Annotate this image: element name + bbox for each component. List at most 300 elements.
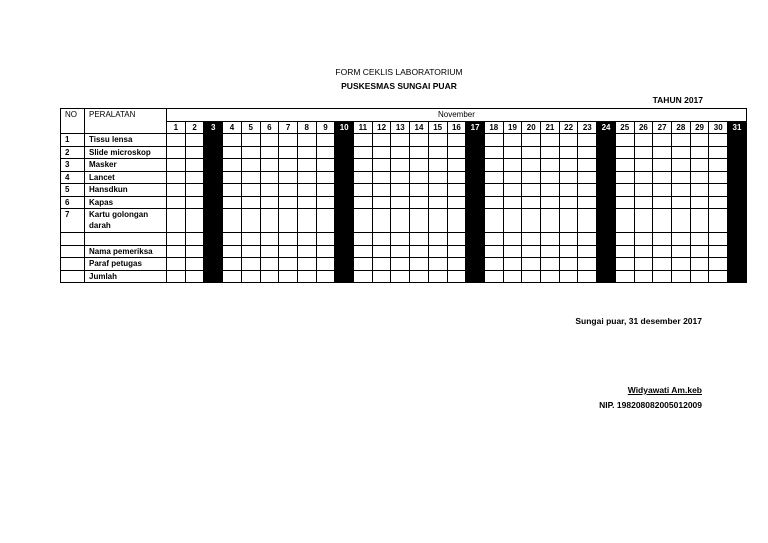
day-header-27: 27 [653, 121, 672, 134]
check-cell [354, 233, 373, 246]
row-item: Paraf petugas [85, 258, 167, 271]
day-header-24: 24 [597, 121, 616, 134]
check-cell [615, 245, 634, 258]
check-cell [522, 258, 541, 271]
check-cell [559, 245, 578, 258]
check-cell [503, 159, 522, 172]
check-cell [522, 184, 541, 197]
check-cell [634, 146, 653, 159]
check-cell [372, 245, 391, 258]
check-cell [410, 209, 429, 233]
check-cell [559, 159, 578, 172]
check-cell [279, 245, 298, 258]
check-cell [578, 134, 597, 147]
check-cell [728, 209, 747, 233]
check-cell [354, 258, 373, 271]
table-row [61, 146, 747, 159]
check-cell [410, 258, 429, 271]
check-cell [279, 159, 298, 172]
check-cell [223, 134, 242, 147]
table-row [61, 196, 747, 209]
place-date: Sungai puar, 31 desember 2017 [575, 316, 702, 326]
check-cell [372, 270, 391, 283]
check-cell [297, 171, 316, 184]
check-cell [634, 196, 653, 209]
check-cell [447, 184, 466, 197]
check-cell [671, 159, 690, 172]
check-cell [466, 209, 485, 233]
check-cell [167, 245, 186, 258]
check-cell [335, 159, 354, 172]
row-no [61, 258, 85, 271]
check-cell [204, 245, 223, 258]
check-cell [597, 184, 616, 197]
row-item: Kartu golongan darah [85, 209, 167, 233]
check-cell [578, 270, 597, 283]
row-no [61, 270, 85, 283]
form-year: TAHUN 2017 [652, 95, 703, 105]
check-cell [167, 233, 186, 246]
check-cell [428, 159, 447, 172]
check-cell [559, 258, 578, 271]
day-header-1: 1 [167, 121, 186, 134]
check-cell [204, 270, 223, 283]
check-cell [316, 270, 335, 283]
check-cell [391, 196, 410, 209]
check-cell [167, 270, 186, 283]
check-cell [709, 245, 728, 258]
check-cell [241, 209, 260, 233]
check-cell [335, 196, 354, 209]
check-cell [223, 233, 242, 246]
check-cell [597, 258, 616, 271]
check-cell [428, 270, 447, 283]
check-cell [241, 233, 260, 246]
check-cell [354, 146, 373, 159]
check-cell [204, 134, 223, 147]
check-cell [428, 258, 447, 271]
check-cell [466, 196, 485, 209]
check-cell [316, 159, 335, 172]
check-cell [653, 270, 672, 283]
check-cell [597, 171, 616, 184]
check-cell [260, 245, 279, 258]
check-cell [316, 209, 335, 233]
day-header-16: 16 [447, 121, 466, 134]
check-cell [671, 209, 690, 233]
check-cell [260, 233, 279, 246]
check-cell [541, 196, 560, 209]
check-cell [634, 209, 653, 233]
check-cell [597, 134, 616, 147]
check-cell [297, 270, 316, 283]
check-cell [634, 184, 653, 197]
check-cell [241, 159, 260, 172]
check-cell [372, 159, 391, 172]
row-no: 1 [61, 134, 85, 147]
check-cell [671, 171, 690, 184]
row-no: 3 [61, 159, 85, 172]
check-cell [578, 171, 597, 184]
check-cell [372, 209, 391, 233]
check-cell [709, 146, 728, 159]
check-cell [354, 245, 373, 258]
check-cell [503, 146, 522, 159]
table-row [61, 209, 747, 233]
day-header-12: 12 [372, 121, 391, 134]
check-cell [410, 159, 429, 172]
check-cell [690, 209, 709, 233]
table-row [61, 258, 747, 271]
check-cell [559, 270, 578, 283]
check-cell [297, 146, 316, 159]
check-cell [410, 184, 429, 197]
signatory-name: Widyawati Am.keb [627, 385, 702, 395]
check-cell [522, 146, 541, 159]
check-cell [372, 171, 391, 184]
check-cell [391, 245, 410, 258]
check-cell [484, 270, 503, 283]
check-cell [615, 258, 634, 271]
check-cell [615, 159, 634, 172]
day-header-23: 23 [578, 121, 597, 134]
check-cell [615, 134, 634, 147]
day-header-22: 22 [559, 121, 578, 134]
check-cell [728, 184, 747, 197]
check-cell [466, 184, 485, 197]
check-cell [410, 171, 429, 184]
check-cell [690, 159, 709, 172]
check-cell [690, 134, 709, 147]
check-cell [578, 196, 597, 209]
check-cell [204, 258, 223, 271]
check-cell [223, 196, 242, 209]
check-cell [484, 134, 503, 147]
check-cell [223, 171, 242, 184]
check-cell [447, 270, 466, 283]
table-row [61, 171, 747, 184]
check-cell [391, 258, 410, 271]
check-cell [297, 258, 316, 271]
check-cell [503, 245, 522, 258]
check-cell [671, 196, 690, 209]
check-cell [447, 146, 466, 159]
day-header-26: 26 [634, 121, 653, 134]
check-cell [728, 270, 747, 283]
check-cell [503, 270, 522, 283]
check-cell [447, 233, 466, 246]
check-cell [541, 134, 560, 147]
row-item: Tissu lensa [85, 134, 167, 147]
check-cell [559, 171, 578, 184]
check-cell [671, 146, 690, 159]
check-cell [260, 159, 279, 172]
check-cell [709, 196, 728, 209]
check-cell [297, 184, 316, 197]
check-cell [541, 245, 560, 258]
check-cell [522, 159, 541, 172]
check-cell [335, 245, 354, 258]
check-cell [484, 209, 503, 233]
check-cell [260, 258, 279, 271]
form-subtitle: PUSKESMAS SUNGAI PUAR [341, 81, 457, 91]
check-cell [391, 270, 410, 283]
check-cell [671, 270, 690, 283]
check-cell [690, 245, 709, 258]
header-month: November [167, 109, 747, 122]
check-cell [466, 270, 485, 283]
check-cell [466, 258, 485, 271]
check-cell [204, 159, 223, 172]
check-cell [279, 233, 298, 246]
check-cell [690, 146, 709, 159]
check-cell [260, 184, 279, 197]
check-cell [578, 159, 597, 172]
day-header-30: 30 [709, 121, 728, 134]
check-cell [372, 184, 391, 197]
check-cell [578, 146, 597, 159]
check-cell [522, 209, 541, 233]
check-cell [559, 209, 578, 233]
day-header-17: 17 [466, 121, 485, 134]
check-cell [653, 245, 672, 258]
check-cell [279, 146, 298, 159]
check-cell [503, 134, 522, 147]
day-header-13: 13 [391, 121, 410, 134]
row-no: 5 [61, 184, 85, 197]
check-cell [335, 209, 354, 233]
row-no [61, 245, 85, 258]
check-cell [335, 184, 354, 197]
check-cell [297, 159, 316, 172]
day-header-2: 2 [185, 121, 204, 134]
check-cell [653, 184, 672, 197]
check-cell [428, 171, 447, 184]
check-cell [541, 171, 560, 184]
check-cell [223, 184, 242, 197]
row-item: Hansdkun [85, 184, 167, 197]
check-cell [634, 134, 653, 147]
check-cell [578, 258, 597, 271]
check-cell [260, 196, 279, 209]
check-cell [167, 159, 186, 172]
check-cell [185, 233, 204, 246]
check-cell [428, 245, 447, 258]
check-cell [428, 209, 447, 233]
check-cell [466, 159, 485, 172]
check-cell [466, 146, 485, 159]
check-cell [410, 233, 429, 246]
check-cell [466, 171, 485, 184]
check-cell [241, 258, 260, 271]
check-cell [335, 258, 354, 271]
check-cell [541, 233, 560, 246]
check-cell [185, 196, 204, 209]
check-cell [447, 171, 466, 184]
check-cell [728, 134, 747, 147]
check-cell [578, 245, 597, 258]
check-cell [335, 233, 354, 246]
check-cell [559, 196, 578, 209]
check-cell [316, 134, 335, 147]
check-cell [354, 196, 373, 209]
check-cell [522, 171, 541, 184]
header-no: NO [61, 109, 85, 134]
check-cell [728, 233, 747, 246]
check-cell [728, 258, 747, 271]
check-cell [428, 134, 447, 147]
check-cell [671, 233, 690, 246]
check-cell [690, 184, 709, 197]
check-cell [354, 171, 373, 184]
check-cell [279, 196, 298, 209]
check-cell [185, 245, 204, 258]
check-cell [541, 146, 560, 159]
check-cell [634, 245, 653, 258]
day-header-6: 6 [260, 121, 279, 134]
check-cell [297, 245, 316, 258]
check-cell [428, 196, 447, 209]
check-cell [297, 134, 316, 147]
check-cell [728, 196, 747, 209]
check-cell [653, 233, 672, 246]
check-cell [167, 146, 186, 159]
day-header-8: 8 [297, 121, 316, 134]
check-cell [671, 258, 690, 271]
check-cell [316, 184, 335, 197]
check-cell [653, 171, 672, 184]
check-cell [316, 233, 335, 246]
check-cell [241, 270, 260, 283]
check-cell [709, 270, 728, 283]
check-cell [241, 134, 260, 147]
check-cell [410, 196, 429, 209]
check-cell [484, 233, 503, 246]
day-header-20: 20 [522, 121, 541, 134]
check-cell [391, 184, 410, 197]
header-row [61, 109, 747, 122]
check-cell [335, 270, 354, 283]
check-cell [204, 184, 223, 197]
check-cell [391, 146, 410, 159]
check-cell [185, 270, 204, 283]
check-cell [597, 196, 616, 209]
check-cell [615, 196, 634, 209]
check-cell [522, 245, 541, 258]
check-cell [671, 134, 690, 147]
check-cell [522, 134, 541, 147]
check-cell [597, 159, 616, 172]
check-cell [615, 146, 634, 159]
check-cell [578, 209, 597, 233]
table-row [61, 134, 747, 147]
check-cell [634, 171, 653, 184]
check-cell [279, 134, 298, 147]
check-cell [428, 233, 447, 246]
day-header-5: 5 [241, 121, 260, 134]
check-cell [653, 159, 672, 172]
table-row [61, 184, 747, 197]
check-cell [653, 258, 672, 271]
check-cell [728, 159, 747, 172]
check-cell [634, 258, 653, 271]
check-cell [223, 146, 242, 159]
check-cell [410, 245, 429, 258]
check-cell [690, 233, 709, 246]
check-cell [354, 184, 373, 197]
check-cell [241, 196, 260, 209]
check-cell [185, 258, 204, 271]
check-cell [297, 209, 316, 233]
check-cell [167, 134, 186, 147]
check-cell [185, 209, 204, 233]
table-row [61, 245, 747, 258]
check-cell [167, 258, 186, 271]
check-cell [541, 258, 560, 271]
check-cell [671, 245, 690, 258]
form-title: FORM CEKLIS LABORATORIUM [335, 67, 463, 77]
row-item: Masker [85, 159, 167, 172]
check-cell [410, 134, 429, 147]
check-cell [503, 258, 522, 271]
day-header-14: 14 [410, 121, 429, 134]
check-cell [279, 270, 298, 283]
check-cell [279, 209, 298, 233]
header-item: PERALATAN [85, 109, 167, 134]
check-cell [223, 245, 242, 258]
check-cell [316, 245, 335, 258]
check-cell [167, 196, 186, 209]
check-cell [484, 146, 503, 159]
check-cell [690, 258, 709, 271]
check-cell [167, 209, 186, 233]
check-cell [447, 159, 466, 172]
check-cell [335, 146, 354, 159]
check-cell [484, 196, 503, 209]
check-cell [597, 245, 616, 258]
check-cell [690, 270, 709, 283]
check-cell [260, 209, 279, 233]
day-header-31: 31 [728, 121, 747, 134]
check-cell [167, 171, 186, 184]
check-cell [223, 258, 242, 271]
check-cell [223, 159, 242, 172]
check-cell [597, 233, 616, 246]
check-cell [372, 233, 391, 246]
row-item: Lancet [85, 171, 167, 184]
row-item: Nama pemeriksa [85, 245, 167, 258]
day-header-19: 19 [503, 121, 522, 134]
check-cell [634, 159, 653, 172]
day-header-7: 7 [279, 121, 298, 134]
day-header-18: 18 [484, 121, 503, 134]
check-cell [484, 171, 503, 184]
check-cell [316, 146, 335, 159]
check-cell [484, 258, 503, 271]
check-cell [372, 146, 391, 159]
table-row [61, 270, 747, 283]
signatory-nip: NIP. 198208082005012009 [599, 400, 702, 410]
row-no: 2 [61, 146, 85, 159]
check-cell [728, 171, 747, 184]
check-cell [279, 184, 298, 197]
row-no [61, 233, 85, 246]
check-cell [185, 146, 204, 159]
day-header-9: 9 [316, 121, 335, 134]
check-cell [541, 159, 560, 172]
check-cell [335, 171, 354, 184]
check-cell [709, 184, 728, 197]
